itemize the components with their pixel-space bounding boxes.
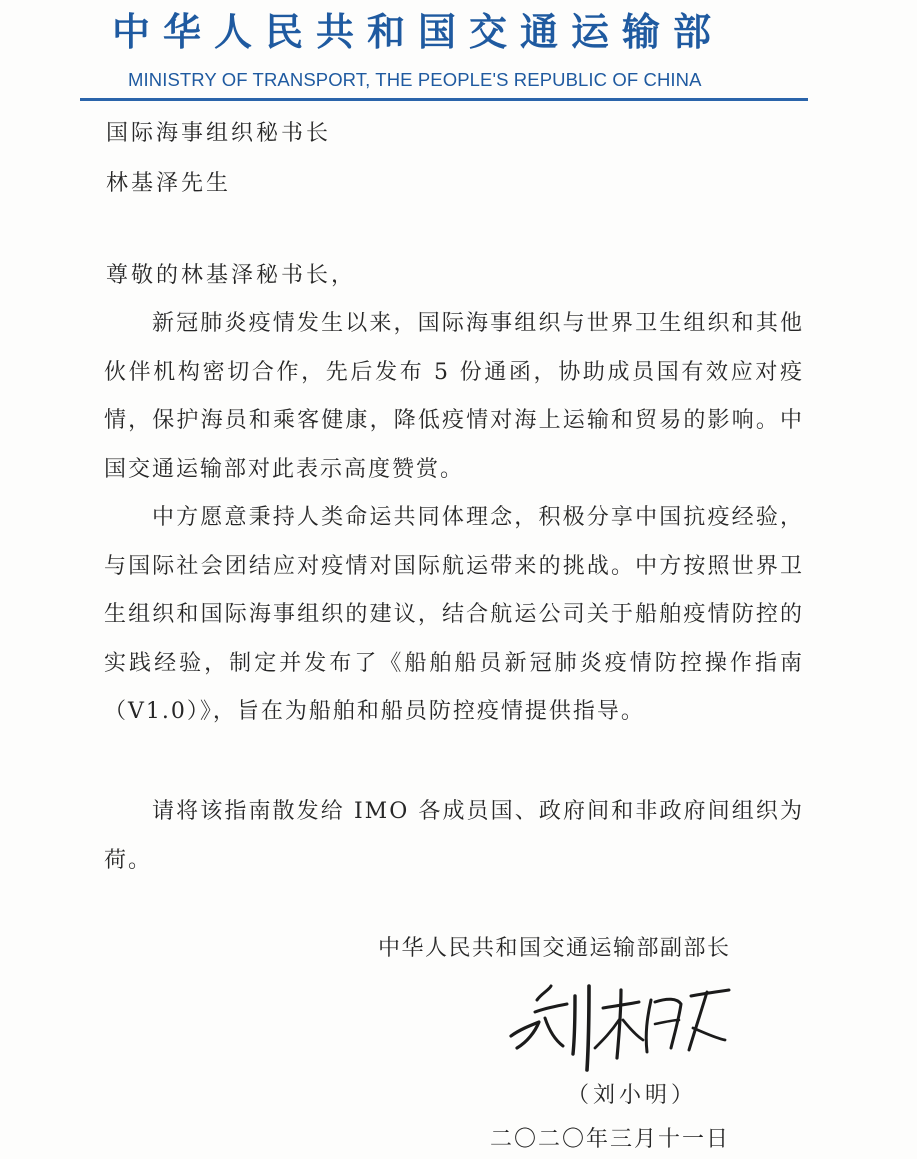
body-paragraph-3: 请将该指南散发给 IMO 各成员国、政府间和非政府间组织为荷。	[104, 799, 804, 873]
body-paragraph-1: 新冠肺炎疫情发生以来，国际海事组织与世界卫生组织和其他伙伴机构密切合作，先后发布 5 份通函，协助成员国有效应对疫情，保护海员和乘客健康，降低疫情对海上运输和贸易的影响。中国交通运输部对此表示高度赞赏。	[104, 311, 804, 482]
letterhead-divider	[80, 98, 808, 101]
signatory-title: 中华人民共和国交通运输部副部长	[378, 936, 731, 961]
letter-date: 二〇二〇年三月十一日	[490, 1127, 731, 1152]
recipient-name: 林基泽先生	[106, 171, 232, 196]
ministry-name-chinese: 中华人民共和国交通运输部	[112, 9, 725, 54]
recipient-title: 国际海事组织秘书长	[106, 121, 332, 146]
salutation: 尊敬的林基泽秘书长，	[106, 263, 357, 288]
ministry-name-english: MINISTRY OF TRANSPORT, THE PEOPLE'S REPUBLIC OF CHINA	[128, 69, 702, 90]
body-paragraph-2: 中方愿意秉持人类命运共同体理念，积极分享中国抗疫经验，与国际社会团结应对疫情对国际航运带来的挑战。中方按照世界卫生组织和国际海事组织的建议，结合航运公司关于船舶疫情防控的实践经验，制定并发布了《船舶船员新冠肺炎疫情防控操作指南（V1.0）》，旨在为船舶和船员防控疫情提供指导。	[104, 505, 804, 724]
signer-name: （刘小明）	[567, 1083, 698, 1108]
handwritten-signature	[505, 978, 735, 1074]
